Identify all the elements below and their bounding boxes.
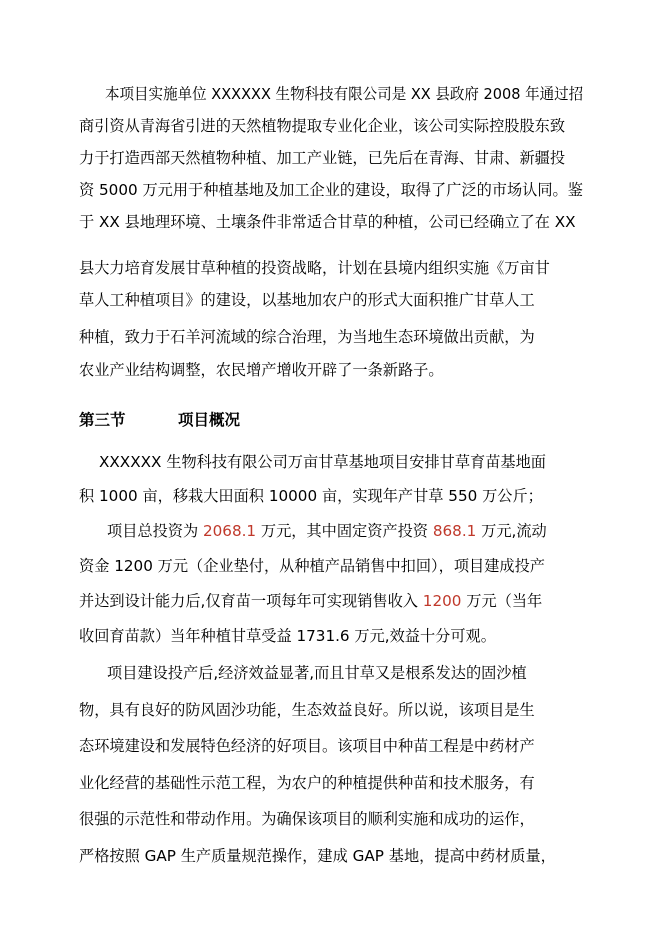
text-line: 力于打造西部天然植物种植、加工产业链，已先后在青海、甘肃、新疆投 (79, 149, 565, 167)
section-number: 第三节 (79, 411, 126, 429)
text-segment: 项目总投资为 (107, 522, 203, 540)
text-line: 严格按照 GAP 生产质量规范操作，建成 GAP 基地，提高中药材质量， (79, 847, 556, 865)
text-line: 态环境建设和发展特色经济的好项目。该项目中种苗工程是中药材产 (79, 737, 535, 755)
text-line: 县大力培育发展甘草种植的投资战略，计划在县境内组织实施《万亩甘 (79, 259, 550, 277)
text-segment: 万元，其中固定资产投资 (256, 522, 433, 540)
text-line: 积 1000 亩，移栽大田面积 10000 亩，实现年产甘草 550 万公斤； (79, 487, 543, 505)
sales-income-value: 1200 (422, 592, 462, 610)
text-segment: 并达到设计能力后,仅育苗一项每年可实现销售收入 (79, 592, 423, 610)
text-line: 草人工种植项目》的建设，以基地加农户的形式大面积推广甘草人工 (79, 291, 535, 309)
text-line: 资 5000 万元用于种植基地及加工企业的建设，取得了广泛的市场认同。鉴 (79, 181, 583, 199)
text-line: 项目建设投产后,经济效益显著,而且甘草又是根系发达的固沙植 (107, 664, 527, 682)
fixed-assets-value: 868.1 (432, 522, 477, 540)
text-line: 物，具有良好的防风固沙功能，生态效益良好。所以说，该项目是生 (79, 701, 535, 719)
text-line: 商引资从青海省引进的天然植物提取专业化企业，该公司实际控股股东致 (79, 117, 565, 135)
text-line: 于 XX 县地理环境、土壤条件非常适合甘草的种植，公司已经确立了在 XX (79, 213, 576, 231)
total-investment-value: 2068.1 (202, 522, 257, 540)
text-line: XXXXXX 生物科技有限公司万亩甘草基地项目安排甘草育苗基地面 (99, 453, 546, 471)
text-line: 农业产业结构调整，农民增产增收开辟了一条新路子。 (79, 361, 444, 379)
text-segment: 万元,流动 (476, 522, 547, 540)
section-title: 项目概况 (178, 411, 241, 429)
text-line (107, 521, 547, 541)
text-line: 种植，致力于石羊河流域的综合治理，为当地生态环境做出贡献，为 (79, 328, 535, 346)
text-segment: 万元（当年 (461, 592, 543, 610)
text-line: 业化经营的基础性示范工程，为农户的种植提供种苗和技术服务，有 (79, 774, 535, 792)
text-line: 收回育苗款）当年种植甘草受益 1731.6 万元,效益十分可观。 (79, 627, 496, 645)
text-line: 本项目实施单位 XXXXXX 生物科技有限公司是 XX 县政府 2008 年通过招 (105, 85, 584, 103)
text-line: 很强的示范性和带动作用。为确保该项目的顺利实施和成功的运作， (79, 810, 535, 828)
text-line (79, 591, 542, 611)
text-line: 资金 1200 万元（企业垫付，从种植产品销售中扣回），项目建成投产 (79, 557, 545, 575)
